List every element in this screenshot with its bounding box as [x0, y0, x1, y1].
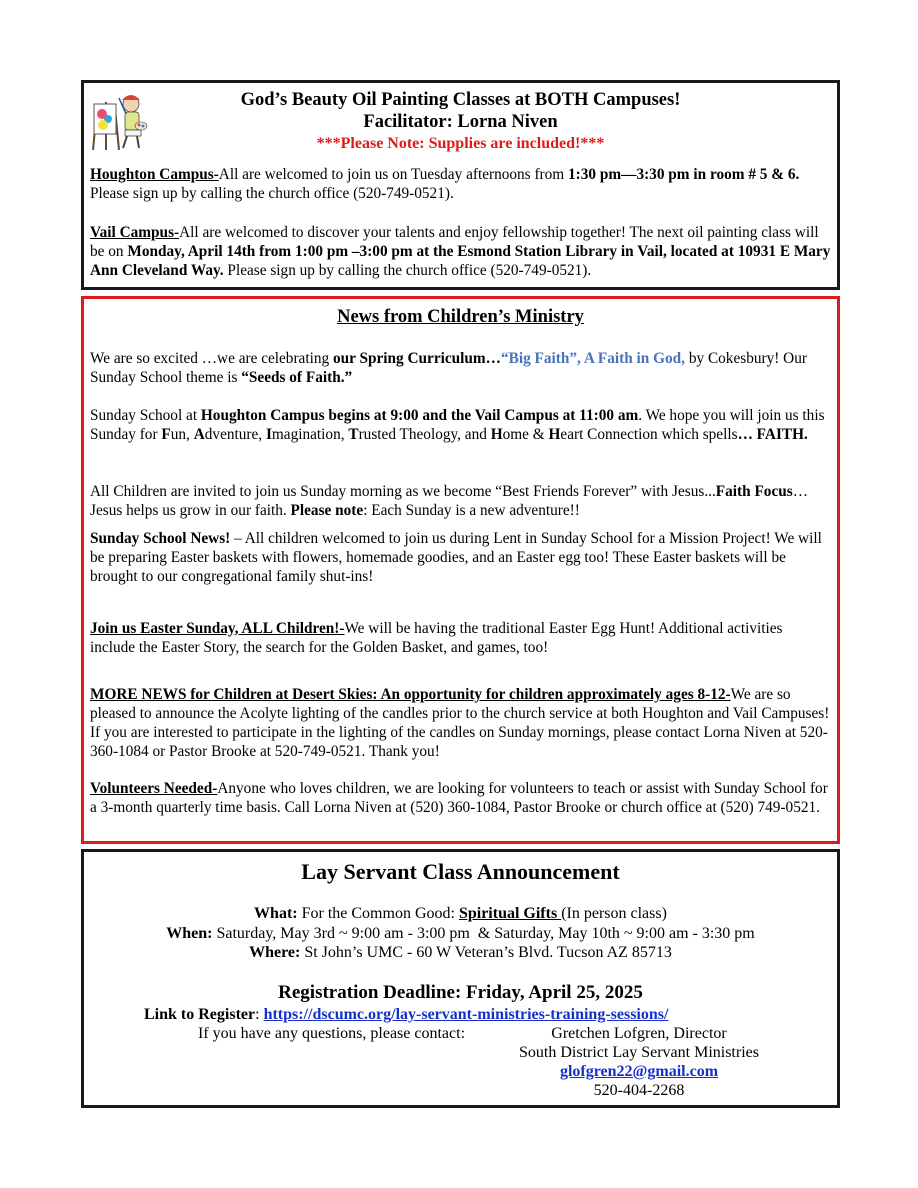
- vail-campus-label: Vail Campus-: [90, 224, 180, 241]
- faith-focus: Faith Focus: [715, 483, 793, 500]
- houghton-time: 1:30 pm—3:30 pm in room # 5 & 6.: [568, 166, 800, 183]
- text: dventure,: [204, 426, 266, 443]
- when-text: Saturday, May 3rd ~ 9:00 am - 3:00 pm & Saturday, May 10th ~ 9:00 am - 3:30 pm: [212, 924, 755, 942]
- text: – All children welcomed to join us during Lent in Sunday School for a Mission Project! We will be preparing Easter baskets with flowers, homemade goodies, and an Easter egg too! These Easter baskets will be brought to our congregational family shut-ins!: [90, 530, 822, 585]
- register-link[interactable]: https://dscumc.org/lay-servant-ministries-training-sessions/: [263, 1006, 669, 1023]
- sunday-school-news-label: Sunday School News!: [90, 530, 231, 547]
- houghton-text: All are welcomed to join us on Tuesday afternoons from: [218, 166, 569, 183]
- volunteers-paragraph: [90, 779, 831, 817]
- vail-campus-paragraph: [90, 223, 831, 280]
- text: Sunday School at: [90, 407, 201, 424]
- text: :: [255, 1006, 264, 1023]
- curriculum-paragraph: [90, 349, 831, 387]
- easter-sunday-paragraph: [90, 619, 831, 657]
- acronym-letter: F: [161, 426, 171, 443]
- acronym-letter: T: [348, 426, 359, 443]
- register-label: Link to Register: [144, 1006, 256, 1023]
- houghton-signup: Please sign up by calling the church office (520-749-0521).: [90, 185, 454, 202]
- please-note: Please note: [290, 502, 364, 519]
- sunday-school-times-paragraph: [90, 406, 831, 444]
- vail-signup: Please sign up by calling the church office (520-749-0521).: [223, 262, 592, 279]
- spiritual-gifts: Spiritual Gifts: [458, 905, 562, 922]
- sunday-school-news-paragraph: [90, 529, 831, 586]
- curriculum-name: “Big Faith”, A Faith in God,: [500, 350, 686, 367]
- text: eart Connection which spells: [560, 426, 738, 443]
- text: . We hope you will join us this Sunday for: [90, 407, 825, 443]
- houghton-campus-paragraph: [90, 165, 831, 203]
- best-friends-paragraph: [90, 482, 831, 520]
- childrens-ministry-title: News from Children’s Ministry: [337, 307, 584, 327]
- text: : Each Sunday is a new adventure!!: [363, 502, 580, 519]
- vail-text: All are welcomed to discover your talents and enjoy fellowship together! The next oil painting class will be on: [90, 224, 819, 260]
- where-text: St John’s UMC - 60 W Veteran’s Blvd. Tucson AZ 85713: [300, 944, 672, 961]
- text: un,: [170, 426, 194, 443]
- acronym-letter: I: [265, 426, 272, 443]
- painting-facilitator: Facilitator: Lorna Niven: [363, 112, 558, 132]
- text: All Children are invited to join us Sunday morning as we become “Best Friends Forever” with Jesus...: [90, 483, 716, 500]
- houghton-campus-label: Houghton Campus-: [90, 166, 219, 183]
- where-label: Where:: [249, 944, 301, 961]
- childrens-ministry-section: [81, 296, 840, 844]
- contact-block: [504, 1024, 774, 1100]
- what-label: What:: [254, 905, 298, 922]
- faith-acronym: … FAITH.: [737, 426, 808, 443]
- text: by Cokesbury! Our Sunday School theme is: [90, 350, 807, 386]
- when-label: When:: [166, 924, 213, 942]
- when-line: [84, 924, 837, 944]
- text: …Jesus helps us grow in our faith.: [90, 483, 809, 519]
- lay-servant-title: Lay Servant Class Announcement: [301, 859, 620, 884]
- text: ome &: [502, 426, 549, 443]
- text: We will be having the traditional Easter Egg Hunt! Additional activities include the Easter Story, the search for the Golden Basket, and games, too!: [90, 620, 783, 656]
- more-news-label: MORE NEWS for Children at Desert Skies: An opportunity for children approximately ages 8-12-: [90, 686, 731, 703]
- what-text: For the Common Good:: [297, 905, 459, 922]
- contact-org: South District Lay Servant Ministries: [519, 1044, 759, 1061]
- painting-title-block: [84, 89, 837, 155]
- volunteers-needed-label: Volunteers Needed-: [90, 780, 218, 797]
- vail-details: Monday, April 14th from 1:00 pm –3:00 pm at the Esmond Station Library in Vail, located at 10931 E Mary Ann Cleveland Way.: [90, 243, 831, 279]
- acolyte-paragraph: [90, 685, 831, 761]
- theme-name: “Seeds of Faith.”: [241, 369, 353, 386]
- text: rusted Theology, and: [358, 426, 491, 443]
- where-line: [84, 943, 837, 963]
- spring-curriculum: our Spring Curriculum…: [332, 350, 501, 367]
- contact-email-link[interactable]: glofgren22@gmail.com: [559, 1063, 719, 1080]
- text: magination,: [271, 426, 349, 443]
- painting-title: God’s Beauty Oil Painting Classes at BOTH Campuses!: [240, 90, 681, 110]
- supplies-note: ***Please Note: Supplies are included!***: [316, 135, 605, 152]
- sunday-school-times: Houghton Campus begins at 9:00 and the Vail Campus at 11:00 am: [200, 407, 639, 424]
- acronym-letter: H: [490, 426, 503, 443]
- registration-deadline: Registration Deadline: Friday, April 25, 2025: [278, 982, 643, 1003]
- text: We are so pleased to announce the Acolyte lighting of the candles prior to the church service at both Houghton and Vail Campuses! If you are interested to participate in the lighting of the candles on Sunday mornings, please contact Lorna Niven at 520-360-1084 or Pastor Brooke at 520-749-0521. Thank you!: [90, 686, 830, 760]
- what-line: [84, 904, 837, 924]
- acronym-letter: H: [548, 426, 561, 443]
- class-type: (In person class): [561, 905, 667, 922]
- oil-painting-announcement: [81, 80, 840, 290]
- class-details: [84, 904, 837, 963]
- acronym-letter: A: [193, 426, 205, 443]
- text: We are so excited …we are celebrating: [90, 350, 333, 367]
- lay-servant-announcement: [81, 849, 840, 1108]
- text: Anyone who loves children, we are looking for volunteers to teach or assist with Sunday School for a 3-month quarterly time basis. Call Lorna Niven at (520) 360-1084, Pastor Brooke or church office at (520) 749-0521.: [90, 780, 828, 816]
- contact-phone: 520-404-2268: [593, 1082, 685, 1099]
- contact-prompt: If you have any questions, please contact:: [198, 1025, 466, 1042]
- contact-name: Gretchen Lofgren, Director: [551, 1025, 727, 1042]
- easter-sunday-label: Join us Easter Sunday, ALL Children!-: [90, 620, 345, 637]
- register-line: [144, 1005, 668, 1024]
